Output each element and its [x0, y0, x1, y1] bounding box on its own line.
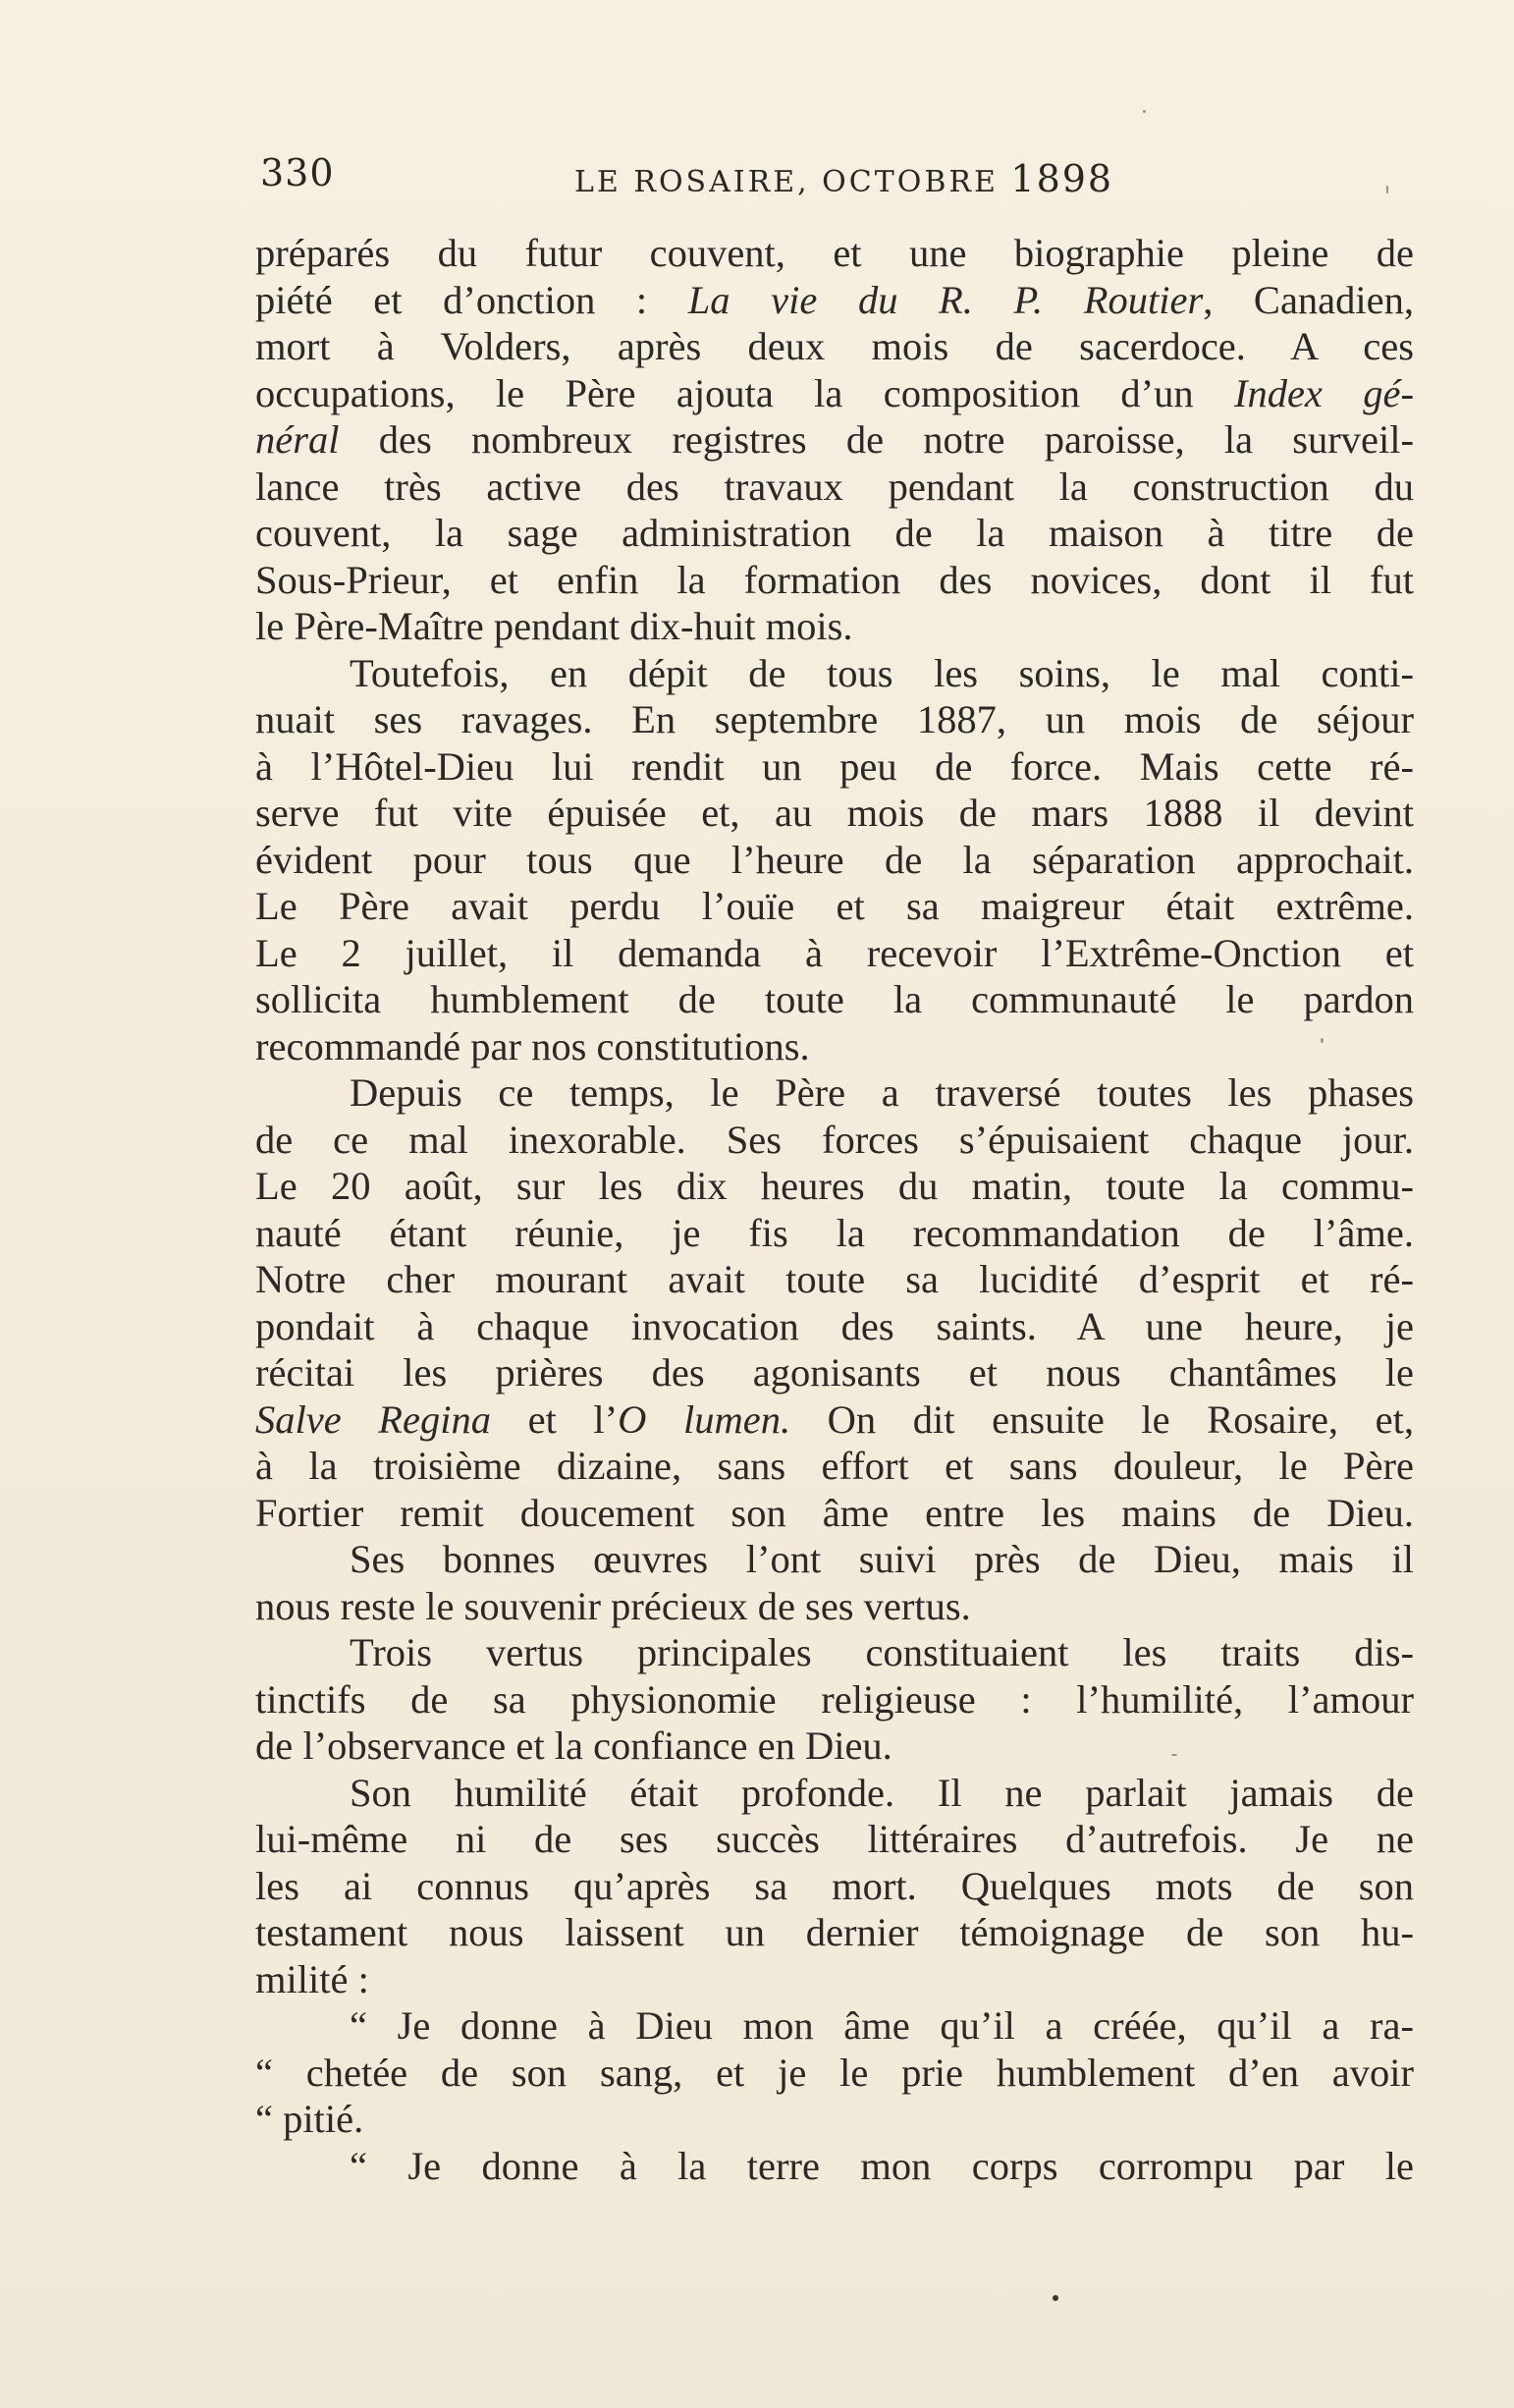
paper-speck	[1171, 1754, 1177, 1756]
body-text	[255, 230, 1414, 2189]
text-line	[255, 1676, 1414, 1724]
text-line-content: à l’Hôtel-Dieu lui rendit un peu de force. Mais cette ré-	[255, 743, 1414, 789]
text-line	[255, 1396, 1414, 1444]
text-line	[255, 1163, 1414, 1210]
text-line	[255, 1349, 1414, 1396]
text-line-content: Son humilité était profonde. Il ne parlait jamais de	[350, 1770, 1414, 1815]
text-line	[255, 2096, 1414, 2143]
italic-title: néral	[255, 417, 340, 462]
text-line-content: préparés du futur couvent, et une biographie pleine de	[255, 231, 1414, 275]
text-line-content: couvent, la sage administration de la maison à titre de	[255, 511, 1414, 555]
text-line	[255, 416, 1414, 464]
text-line-content: lui-même ni de ses succès littéraires d’autrefois. Je ne	[255, 1817, 1414, 1861]
text-line	[255, 370, 1414, 417]
text-line	[255, 1770, 1414, 1817]
text-line-content: recommandé par nos constitutions.	[255, 1023, 810, 1068]
text-line-content: les ai connus qu’après sa mort. Quelques mots de son	[255, 1863, 1414, 1908]
text-line-content: récitai les prières des agonisants et nous chantâmes le	[255, 1350, 1414, 1395]
text-line	[255, 1490, 1414, 1537]
text-line-content: “ pitié.	[255, 2097, 364, 2141]
text-line-content: de l’observance et la confiance en Dieu.	[255, 1724, 892, 1768]
text-line	[255, 930, 1414, 977]
paper-speck	[1386, 186, 1388, 193]
text-line-content: piété et d’onction :	[255, 277, 688, 322]
text-line	[255, 464, 1414, 511]
text-line-content: “ Je donne à la terre mon corps corrompu par le	[350, 2143, 1414, 2188]
text-line	[255, 696, 1414, 743]
text-line	[255, 1816, 1414, 1863]
text-line-content: nuait ses ravages. En septembre 1887, un mois de séjour	[255, 697, 1414, 741]
text-line	[255, 1863, 1414, 1910]
text-line	[255, 1956, 1414, 2003]
text-line-content: sollicita humblement de toute la communauté le pardon	[255, 977, 1414, 1021]
text-line-content: mort à Volders, après deux mois de sacerdoce. A ces	[255, 324, 1414, 368]
text-line-content: évident pour tous que l’heure de la séparation approchait.	[255, 837, 1414, 882]
text-line-content: et l’	[491, 1396, 619, 1442]
text-line	[255, 1023, 1414, 1070]
text-line	[255, 1629, 1414, 1676]
paper-speck	[1053, 2295, 1058, 2301]
text-line-content: Le 20 août, sur les dix heures du matin, toute la commu-	[255, 1164, 1414, 1208]
text-line-content: tinctifs de sa physionomie religieuse : l’humilité, l’amour	[255, 1676, 1414, 1722]
running-title-text: LE ROSAIRE, OCTOBRE	[574, 165, 1011, 199]
text-line	[255, 837, 1414, 884]
text-line	[255, 743, 1414, 791]
text-line	[255, 1069, 1414, 1117]
italic-title: Salve Regina	[255, 1396, 492, 1442]
text-line-content: de ce mal inexorable. Ses forces s’épuisaient chaque jour.	[255, 1117, 1414, 1162]
text-line	[255, 1583, 1414, 1630]
text-line	[255, 603, 1414, 650]
text-line-content: Depuis ce temps, le Père a traversé toutes les phases	[350, 1070, 1414, 1115]
text-line	[255, 1117, 1414, 1164]
page-number: 330	[260, 151, 335, 194]
text-line-content: “ chetée de son sang, et je le prie humblement d’en avoir	[255, 2050, 1414, 2095]
running-header	[260, 145, 1414, 204]
text-line-content: Ses bonnes œuvres l’ont suivi près de Dieu, mais il	[350, 1537, 1414, 1581]
text-line	[255, 790, 1414, 837]
text-line-content: , Canadien,	[1203, 277, 1415, 322]
paper-speck	[1143, 110, 1146, 113]
text-line	[255, 1303, 1414, 1350]
text-line-content: lance très active des travaux pendant la construction du	[255, 464, 1414, 509]
text-line	[255, 2143, 1414, 2190]
text-line	[255, 1536, 1414, 1583]
text-line-content: nauté étant réunie, je fis la recommandation de l’âme.	[255, 1210, 1414, 1255]
italic-title: O lumen.	[618, 1396, 791, 1442]
text-line-content: à la troisième dizaine, sans effort et sans douleur, le Père	[255, 1444, 1414, 1488]
running-title	[574, 157, 1113, 200]
text-line	[255, 510, 1414, 557]
text-line	[255, 1909, 1414, 1956]
text-line	[255, 2050, 1414, 2097]
text-line	[255, 976, 1414, 1023]
text-line-content: milité :	[255, 1956, 369, 2001]
text-line-content: serve fut vite épuisée et, au mois de mars 1888 il devint	[255, 791, 1414, 835]
text-line-content: “ Je donne à Dieu mon âme qu’il a créée, qu’il a ra-	[350, 2003, 1414, 2048]
text-line	[255, 1443, 1414, 1490]
text-line-content: occupations, le Père ajouta la composition d’un	[255, 370, 1234, 415]
italic-title: Index gé-	[1233, 370, 1414, 415]
text-line	[255, 2002, 1414, 2050]
text-line	[255, 650, 1414, 697]
text-line	[255, 230, 1414, 277]
italic-title: La vie du R. P. Routier	[687, 277, 1204, 322]
text-line-content: Trois vertus principales constituaient les traits dis-	[350, 1630, 1414, 1674]
running-title-year: 1898	[1010, 157, 1114, 200]
text-line-content: Sous-Prieur, et enfin la formation des novices, dont il fut	[255, 557, 1414, 602]
text-line-content: Toutefois, en dépit de tous les soins, le mal conti-	[350, 650, 1414, 695]
text-line-content: nous reste le souvenir précieux de ses vertus.	[255, 1583, 971, 1628]
text-line-content: Fortier remit doucement son âme entre les mains de Dieu.	[255, 1490, 1414, 1535]
text-line-content: Le 2 juillet, il demanda à recevoir l’Extrême-Onction et	[255, 930, 1414, 975]
text-line-content: pondait à chaque invocation des saints. A une heure, je	[255, 1303, 1414, 1348]
text-line	[255, 1256, 1414, 1303]
text-line-content: Le Père avait perdu l’ouïe et sa maigreur était extrême.	[255, 884, 1414, 928]
text-line	[255, 277, 1414, 324]
text-line	[255, 1723, 1414, 1770]
text-line-content: On dit ensuite le Rosaire, et,	[790, 1396, 1414, 1442]
text-line	[255, 323, 1414, 370]
text-line-content: le Père-Maître pendant dix-huit mois.	[255, 604, 853, 648]
text-line	[255, 1210, 1414, 1257]
text-line	[255, 557, 1414, 604]
text-line-content: des nombreux registres de notre paroisse, la surveil-	[339, 417, 1414, 462]
text-line	[255, 883, 1414, 930]
text-line-content: testament nous laissent un dernier témoignage de son hu-	[255, 1910, 1414, 1954]
paper-speck	[1321, 1038, 1324, 1043]
text-line-content: Notre cher mourant avait toute sa lucidité d’esprit et ré-	[255, 1257, 1414, 1301]
